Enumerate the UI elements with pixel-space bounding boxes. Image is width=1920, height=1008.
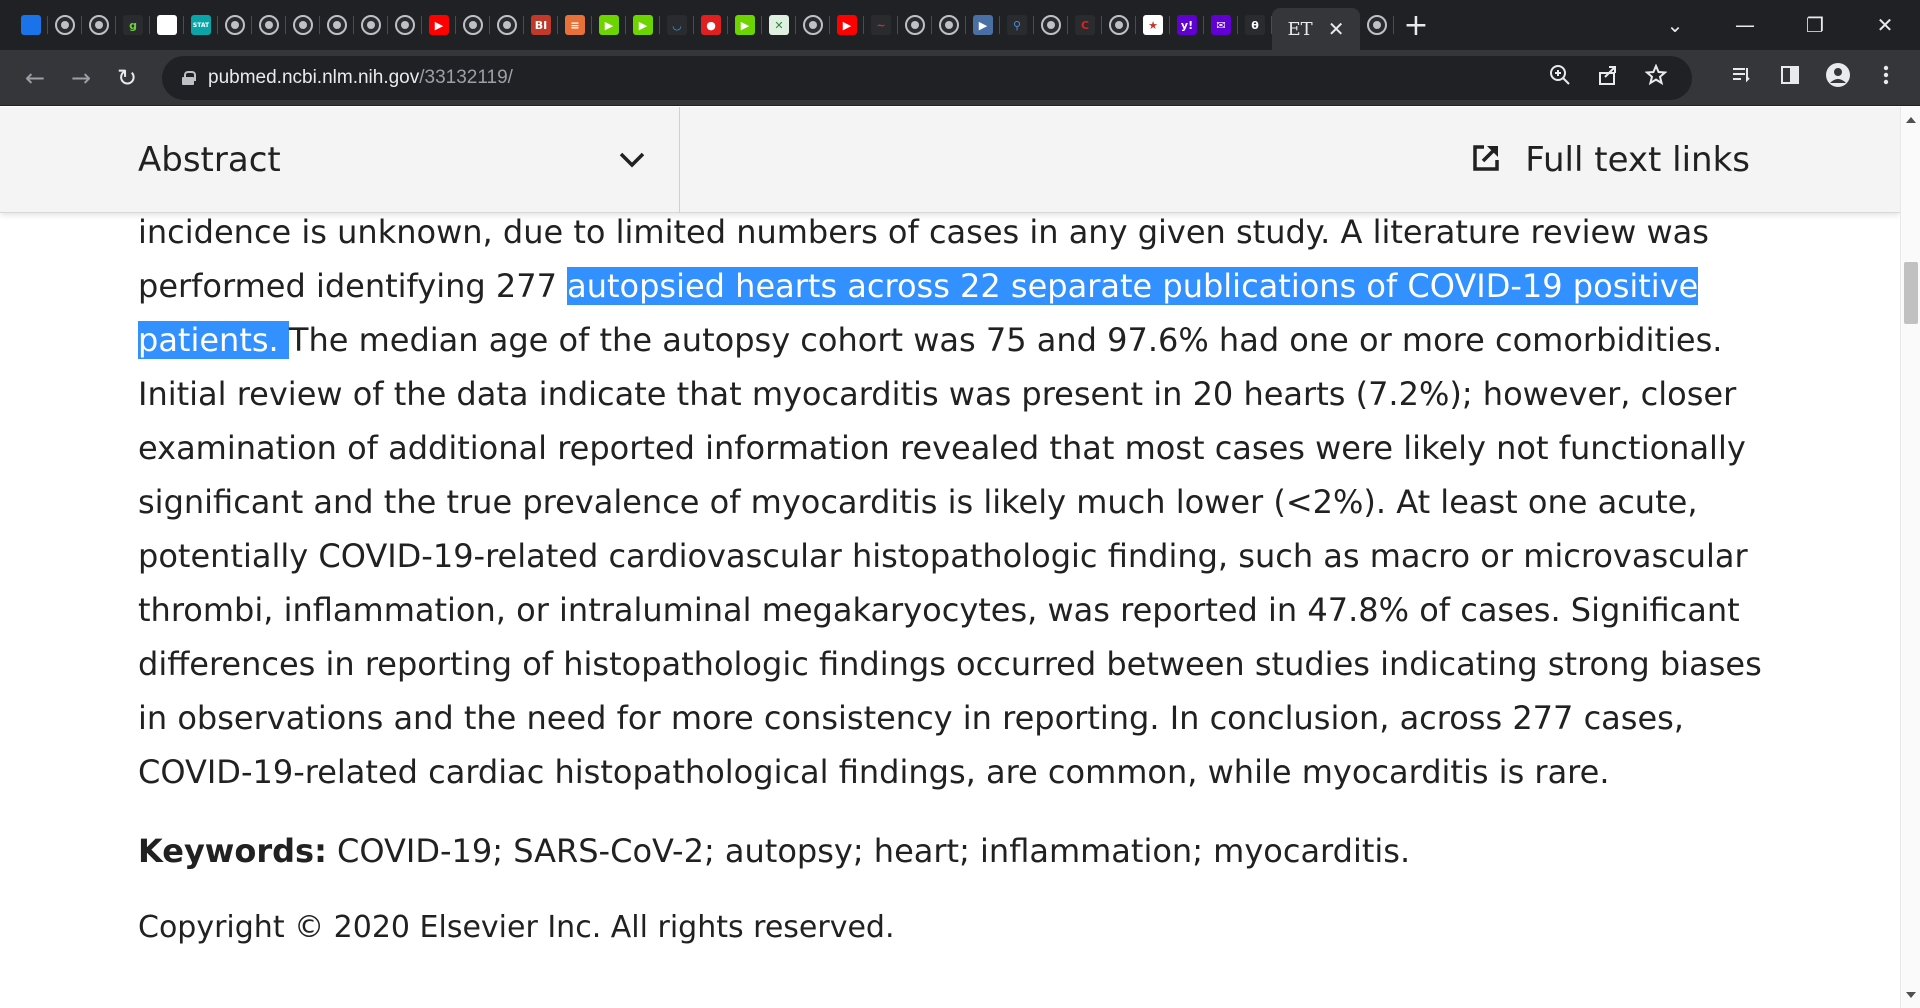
theta-favicon: θ	[1245, 15, 1265, 35]
vertical-scrollbar[interactable]	[1900, 107, 1920, 1008]
arrow-favicon: ▶	[973, 15, 993, 35]
keywords-list: COVID-19; SARS-CoV-2; autopsy; heart; inflammation; myocarditis.	[337, 832, 1411, 870]
abstract-line	[138, 637, 1778, 691]
forward-button[interactable]: →	[70, 63, 92, 92]
tab[interactable]	[966, 0, 1000, 50]
tab[interactable]	[456, 0, 490, 50]
tab[interactable]	[592, 0, 626, 50]
tab[interactable]	[116, 0, 150, 50]
scroll-up-arrow-icon[interactable]	[1906, 117, 1916, 123]
keywords	[138, 824, 1778, 878]
reading-list-icon[interactable]	[1718, 64, 1766, 92]
abstract-line	[138, 475, 1778, 529]
abstract-text-run: examination of additional reported information revealed that most cases were likely not functionally	[138, 429, 1746, 467]
side-panel-icon[interactable]	[1766, 64, 1814, 92]
tab[interactable]	[1170, 0, 1204, 50]
globe-favicon	[1109, 15, 1129, 35]
url-path: /33132119/	[419, 67, 513, 88]
omnibox-actions	[1536, 56, 1680, 100]
tab[interactable]	[1238, 0, 1272, 50]
abstract-line	[138, 421, 1778, 475]
browser-toolbar	[0, 50, 1920, 106]
earth-favicon	[21, 15, 41, 35]
globe-favicon	[395, 15, 415, 35]
abstract-line	[138, 583, 1778, 637]
abstract-text-run: thrombi, inflammation, or intraluminal megakaryocytes, was reported in 47.8% of cases. Significant	[138, 591, 1740, 629]
tab[interactable]	[898, 0, 932, 50]
globe-favicon	[1041, 15, 1061, 35]
external-link-icon	[1471, 143, 1501, 177]
tab[interactable]	[796, 0, 830, 50]
full-text-links-button[interactable]	[1471, 107, 1750, 213]
selected-text: autopsied hearts across 22 separate publications of COVID-19 positive	[567, 267, 1699, 305]
yahoo-favicon: y!	[1177, 15, 1197, 35]
menu-kebab-icon[interactable]	[1862, 64, 1910, 92]
url-host: pubmed.ncbi.nlm.nih.gov	[208, 67, 420, 88]
globe-favicon	[939, 15, 959, 35]
signature-favicon: ~	[871, 15, 891, 35]
abstract-text-run: COVID-19-related cardiac histopathological findings, are common, while myocarditis is rare.	[138, 753, 1610, 791]
abstract-line	[138, 745, 1778, 799]
minimize-icon[interactable]: —	[1735, 13, 1755, 37]
tab[interactable]	[932, 0, 966, 50]
tab[interactable]	[184, 0, 218, 50]
active-tab[interactable]	[1272, 8, 1360, 50]
address-bar[interactable]	[162, 56, 1692, 100]
stat-favicon: STAT	[191, 15, 211, 35]
share-icon[interactable]	[1584, 64, 1632, 92]
section-label: Abstract	[138, 140, 281, 180]
youtube-favicon: ▶	[429, 15, 449, 35]
tab[interactable]	[422, 0, 456, 50]
globe-favicon	[259, 15, 279, 35]
tab-close-icon[interactable]: ✕	[1327, 17, 1345, 41]
page-viewport	[0, 107, 1900, 1008]
profile-avatar-icon[interactable]	[1814, 62, 1862, 94]
bookmark-star-icon[interactable]	[1632, 64, 1680, 92]
tab[interactable]	[626, 0, 660, 50]
white-square-favicon	[157, 15, 177, 35]
globe-favicon	[225, 15, 245, 35]
tab[interactable]	[354, 0, 388, 50]
active-tab-favicon: ET	[1287, 18, 1313, 40]
tab-strip	[0, 0, 1920, 50]
globe-favicon	[55, 15, 75, 35]
play-favicon: ▶	[735, 15, 755, 35]
globe-favicon	[463, 15, 483, 35]
scroll-down-arrow-icon[interactable]	[1906, 992, 1916, 998]
new-tab-button[interactable]: +	[1403, 7, 1429, 43]
tab[interactable]	[286, 0, 320, 50]
search-favicon: ⚲	[1007, 15, 1027, 35]
play-favicon: ▶	[633, 15, 653, 35]
globe-favicon	[89, 15, 109, 35]
tab[interactable]	[252, 0, 286, 50]
youtube-favicon: ▶	[837, 15, 857, 35]
window-controls	[1640, 0, 1920, 50]
tab-list	[0, 0, 1272, 50]
abstract-text-run: in observations and the need for more consistency in reporting. In conclusion, across 277 cases,	[138, 699, 1684, 737]
shield-favicon: ◡	[667, 15, 687, 35]
reload-button[interactable]: ↻	[116, 63, 138, 92]
toolbar-actions	[1718, 50, 1910, 106]
copyright: Copyright © 2020 Elsevier Inc. All rights reserved.	[138, 910, 895, 945]
tab[interactable]	[864, 0, 898, 50]
tab[interactable]	[1204, 0, 1238, 50]
abstract-line	[138, 259, 1778, 313]
window-close-icon[interactable]: ✕	[1876, 13, 1894, 37]
tab[interactable]	[1360, 0, 1394, 50]
abstract-text-run: Initial review of the data indicate that myocarditis was present in 20 hearts (7.2%); however, closer	[138, 375, 1737, 413]
keywords-label: Keywords:	[138, 832, 327, 870]
tab[interactable]	[1034, 0, 1068, 50]
lock-icon[interactable]	[182, 71, 194, 85]
tab[interactable]	[388, 0, 422, 50]
globe-favicon	[293, 15, 313, 35]
abstract-text-run: significant and the true prevalence of myocarditis is likely much lower (<2%). At least one acute,	[138, 483, 1698, 521]
tab[interactable]	[218, 0, 252, 50]
globe-favicon	[803, 15, 823, 35]
star-favicon: ★	[1143, 15, 1163, 35]
tab[interactable]	[1000, 0, 1034, 50]
tab[interactable]	[762, 0, 796, 50]
tab[interactable]	[490, 0, 524, 50]
play-favicon: ▶	[599, 15, 619, 35]
selected-text: patients.	[138, 321, 289, 359]
tab[interactable]	[1102, 0, 1136, 50]
globe-favicon	[1367, 15, 1387, 35]
tab[interactable]	[728, 0, 762, 50]
g-favicon: g	[123, 15, 143, 35]
zoom-icon[interactable]	[1536, 64, 1584, 92]
section-dropdown[interactable]	[0, 107, 680, 213]
abstract-content	[138, 205, 1778, 948]
tab[interactable]	[694, 0, 728, 50]
chevron-down-icon	[617, 145, 647, 175]
tab-search-icon[interactable]: ⌄	[1666, 13, 1684, 37]
c-favicon: C	[1075, 15, 1095, 35]
abstract-text-run: The median age of the autopsy cohort was 75 and 97.6% had one or more comorbidities.	[288, 321, 1723, 359]
globe-favicon	[327, 15, 347, 35]
abstract-text	[138, 205, 1778, 799]
tab[interactable]	[1068, 0, 1102, 50]
tab[interactable]	[48, 0, 82, 50]
mic-favicon: ●	[701, 15, 721, 35]
sticky-section-bar	[0, 107, 1900, 213]
abstract-text-run: potentially COVID-19-related cardiovascular histopathologic finding, such as macro or microvascular	[138, 537, 1748, 575]
abstract-line	[138, 367, 1778, 421]
map-favicon: ✕	[769, 15, 789, 35]
tab[interactable]	[320, 0, 354, 50]
full-text-links-label: Full text links	[1525, 140, 1750, 180]
tab[interactable]	[150, 0, 184, 50]
globe-favicon	[905, 15, 925, 35]
abstract-line	[138, 205, 1778, 259]
abstract-line	[138, 313, 1778, 367]
abstract-text-run: performed identifying 277	[138, 267, 568, 305]
tab[interactable]	[82, 0, 116, 50]
restore-icon[interactable]: ❐	[1806, 13, 1824, 37]
bars-favicon: ≡	[565, 15, 585, 35]
bi-favicon: BI	[531, 15, 551, 35]
abstract-line	[138, 691, 1778, 745]
abstract-line	[138, 529, 1778, 583]
mail-favicon: ✉	[1211, 15, 1231, 35]
tab[interactable]	[14, 0, 48, 50]
abstract-text-run: differences in reporting of histopathologic findings occurred between studies indicating strong biases	[138, 645, 1762, 683]
tab[interactable]	[1136, 0, 1170, 50]
tab[interactable]	[558, 0, 592, 50]
scrollbar-thumb[interactable]	[1904, 262, 1918, 324]
tab[interactable]	[830, 0, 864, 50]
tab[interactable]	[524, 0, 558, 50]
tab[interactable]	[660, 0, 694, 50]
globe-favicon	[497, 15, 517, 35]
abstract-text-run: incidence is unknown, due to limited numbers of cases in any given study. A literature review was	[138, 213, 1709, 251]
globe-favicon	[361, 15, 381, 35]
back-button[interactable]: ←	[24, 63, 46, 92]
